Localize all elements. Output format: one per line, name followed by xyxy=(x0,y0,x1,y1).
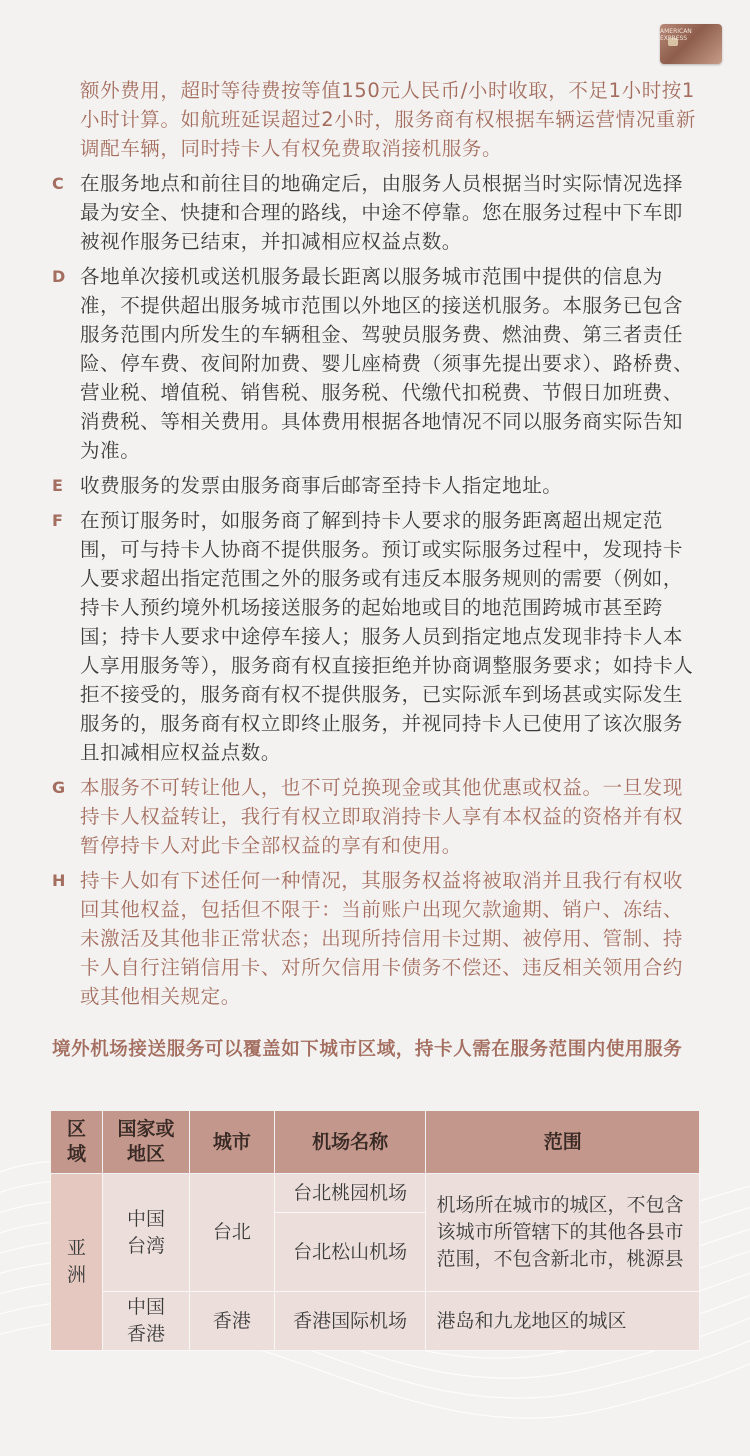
card-thumbnail xyxy=(660,24,722,64)
airport-cell: 台北松山机场 xyxy=(274,1213,426,1292)
region-cell: 亚洲 xyxy=(51,1174,103,1351)
country-cell: 中国香港 xyxy=(102,1292,189,1351)
terms-item-text: 各地单次接机或送机服务最长距离以服务城市范围中提供的信息为准，不提供超出服务城市范围以外地区的接送机服务。本服务已包含服务范围内所发生的车辆租金、驾驶员服务费、燃油费、第三者责任险、停车费、夜间附加费、婴儿座椅费（须事先提出要求）、路桥费、营业税、增值税、销售税、服务税、代缴代扣税费、节假日加班费、消费税、等相关费用。具体费用根据各地情况不同以服务商实际告知为准。 xyxy=(80,265,694,462)
terms-item-text: 收费服务的发票由服务商事后邮寄至持卡人指定地址。 xyxy=(80,474,563,497)
country-cell: 中国台湾 xyxy=(102,1174,189,1292)
airport-cell: 香港国际机场 xyxy=(274,1292,426,1351)
item-letter: E xyxy=(52,476,64,495)
header-scope: 范围 xyxy=(426,1111,700,1174)
terms-item-c xyxy=(52,169,700,256)
header-region: 区域 xyxy=(51,1111,103,1174)
terms-item-text: 在服务地点和前往目的地确定后，由服务人员根据当时实际情况选择最为安全、快捷和合理的路线，中途不停靠。您在服务过程中下车即被视作服务已结束，并扣减相应权益点数。 xyxy=(80,172,684,253)
terms-item-g xyxy=(52,773,700,860)
city-cell: 香港 xyxy=(189,1292,274,1351)
scope-cell: 港岛和九龙地区的城区 xyxy=(426,1292,700,1351)
item-letter: F xyxy=(52,511,64,530)
header-airport: 机场名称 xyxy=(274,1111,426,1174)
terms-item-b-continued xyxy=(52,76,700,163)
terms-item-f xyxy=(52,506,700,767)
table-row xyxy=(51,1174,700,1213)
terms-list xyxy=(52,76,700,1017)
item-letter: C xyxy=(52,174,65,193)
service-area-table xyxy=(50,1110,700,1351)
terms-item-e xyxy=(52,471,700,500)
terms-item-d xyxy=(52,262,700,465)
terms-item-text: 在预订服务时，如服务商了解到持卡人要求的服务距离超出规定范围，可与持卡人协商不提供服务。预订或实际服务过程中，发现持卡人要求超出指定范围之外的服务或有违反本服务规则的需要（例如，持卡人预约境外机场接送服务的起始地或目的地范围跨城市甚至跨国；持卡人要求中途停车接人；服务人员到指定地点发现非持卡人本人享用服务等），服务商有权直接拒绝并协商调整服务要求；如持卡人拒不接受的，服务商有权不提供服务，已实际派车到场甚或实际发生服务的，服务商有权立即终止服务，并视同持卡人已使用了该次服务且扣减相应权益点数。 xyxy=(80,509,694,764)
card-brand-label: AMERICAN EXPRESS xyxy=(660,28,692,42)
table-header-row xyxy=(51,1111,700,1174)
terms-item-text: 本服务不可转让他人，也不可兑换现金或其他优惠或权益。一旦发现持卡人权益转让，我行有权立即取消持卡人享有本权益的资格并有权暂停持卡人对此卡全部权益的享有和使用。 xyxy=(80,776,684,857)
item-letter: D xyxy=(52,267,66,286)
city-cell: 台北 xyxy=(189,1174,274,1292)
airport-cell: 台北桃园机场 xyxy=(274,1174,426,1213)
section-title: 境外机场接送服务可以覆盖如下城市区域，持卡人需在服务范围内使用服务 xyxy=(52,1039,683,1060)
header-city: 城市 xyxy=(189,1111,274,1174)
item-letter: G xyxy=(52,778,66,797)
terms-item-h xyxy=(52,866,700,1011)
table-row xyxy=(51,1292,700,1351)
item-letter: H xyxy=(52,871,66,890)
header-country: 国家或地区 xyxy=(102,1111,189,1174)
terms-item-text: 持卡人如有下述任何一种情况，其服务权益将被取消并且我行有权收回其他权益，包括但不限于：当前账户出现欠款逾期、销户、冻结、未激活及其他非正常状态；出现所持信用卡过期、被停用、管制、持卡人自行注销信用卡、对所欠信用卡债务不偿还、违反相关领用合约或其他相关规定。 xyxy=(80,869,684,1008)
terms-item-text: 额外费用，超时等待费按等值150元人民币/小时收取，不足1小时按1小时计算。如航班延误超过2小时，服务商有权根据车辆运营情况重新调配车辆，同时持卡人有权免费取消接机服务。 xyxy=(80,79,697,160)
scope-cell: 机场所在城市的城区，不包含该城市所管辖下的其他各县市范围，不包含新北市，桃源县 xyxy=(426,1174,700,1292)
